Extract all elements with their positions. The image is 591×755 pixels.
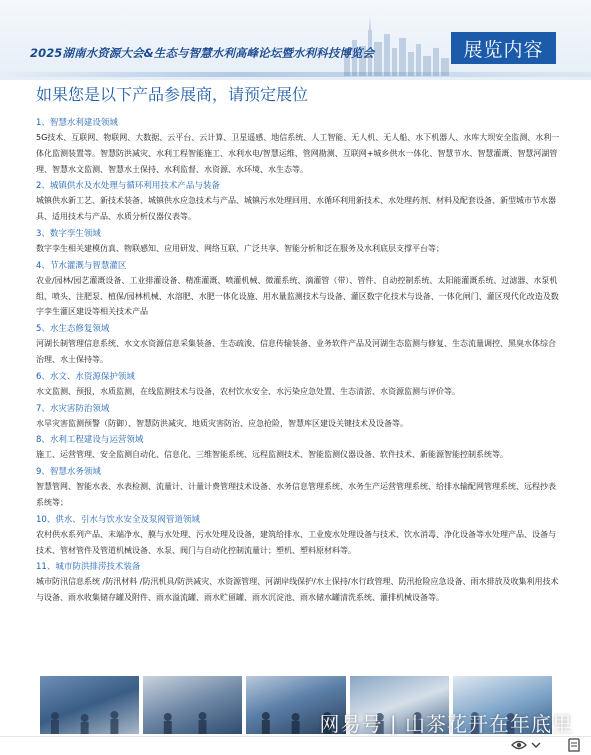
expo-title: 2025湖南水资源大会&生态与智慧水利高峰论坛暨水利科技博览会 — [30, 46, 375, 60]
section-list — [36, 116, 560, 606]
header-divider — [0, 72, 591, 77]
section-title: 3、数字孪生领域 — [36, 228, 101, 239]
section-body: 城市防汛信息系统 /防汛材料 /防汛机具/防洪减灾、水资源管理、河湖岸线保护/水土保持/水行政管理、防汛抢险应急设备、雨水排放及收集利用技术与设备、雨水收集储存罐及附件、雨水溢流罐、雨水贮留罐、雨水沉淀池、雨水储水罐清洗系统、灌排机械设备等。 — [36, 577, 559, 603]
section-body: 河湖长制管理信息系统、水文水资源信息采集装备、生态疏浚、信息传输装备、业务软件产品及河湖生态监测与修复、生态流量调控、黑臭水体综合治理、水土保持等。 — [36, 339, 556, 364]
section-body: 数字孪生相关建模仿真、物联感知、应用研发、网络互联、广泛共享、智能分析和泛在服务及水利底层支撑平台等； — [36, 243, 444, 253]
section-body: 智慧管网、智能水表、水表检测、流量计、计量计费管理技术设备、水务信息管理系统、水务生产运营管理系统、给排水输配网管理系统、远程抄表系统等； — [36, 482, 556, 507]
section-body: 农业/园林/园艺灌溉设备、工业排灌设备、精准灌溉、喷灌机械、微灌系统、滴灌管（带）、管件、自动控制系统、太阳能灌溉系统、过滤器、水泵机组、喷头、注肥泵、植保/园林机械、水溶肥、水肥一体化设施、用水量监测技术与设备、灌区数字化技术与设备、一体化闸门、灌区现代化改造及数字孪生灌区建设等相关技术产品 — [36, 275, 559, 317]
expo-photo — [40, 676, 139, 734]
bottom-toolbar — [0, 736, 591, 755]
section-body: 水文监测、预报，水质监测，在线监测技术与设备，农村饮水安全、水污染应急处置、生态清淤、水资源监测与评价等。 — [36, 386, 460, 396]
page-heading: 如果您是以下产品参展商，请预定展位 — [36, 85, 309, 104]
expo-photo — [143, 676, 242, 734]
exhibit-content — [36, 84, 560, 608]
eye-icon[interactable] — [511, 739, 527, 751]
section-title: 9、智慧水务领域 — [36, 467, 101, 478]
section-title: 1、智慧水利建设领域 — [36, 118, 118, 128]
section-body: 5G技术、互联网、物联网、大数据、云平台、云计算、卫星遥感、地信系统、人工智能、无人机、无人船、水下机器人、水库大坝安全监测、水利一体化监测装置等。智慧防洪减灾、水利工程智能施工、水利水电/智慧运维、管网勘测、互联网+城乡供水一体化、智慧节水、智慧灌溉、智慧河湖管理、智慧水文监测、智慧水土保持、水利监督、水资源、水环境、水生态等。 — [36, 133, 560, 174]
section-title: 7、水灾害防治领域 — [36, 403, 110, 414]
skyline-graphic — [340, 12, 450, 76]
header-banner — [0, 0, 591, 80]
section-title: 5、水生态修复领域 — [36, 324, 110, 335]
section-title: 11、城市防洪排涝技术装备 — [36, 562, 141, 573]
section-title: 10、供水、引水与饮水安全及泵阀管道领域 — [36, 514, 200, 525]
chevron-down-icon[interactable] — [531, 740, 541, 750]
watermark: 网易号 | 山茶花开在年底里 — [319, 712, 573, 736]
section-title: 2、城镇供水及水处理与循环利用技术产品与装备 — [36, 181, 220, 192]
section-body: 城镇供水新工艺、新技术装备、城镇供水应急技术与产品、城镇污水处理回用、水循环利用新技术、水处理药剂、材料及配套设备、新型城市节水器具、适用技术与产品、水质分析仪器仪表等。 — [36, 196, 556, 222]
section-title: 6、水文、水资源保护领域 — [36, 371, 135, 382]
section-title: 8、水利工程建设与运营领域 — [36, 435, 144, 446]
section-body: 水旱灾害监测预警（防御）、智慧防洪减灾、地质灾害防治、应急抢险，智慧库区建设关键技术及设备等。 — [36, 418, 408, 428]
section-body: 施工、运营管理、安全监测自动化、信息化、三维智能系统、远程监测技术、智能监测仪器设备、软件技术、新能源智能控制系统等。 — [36, 450, 508, 460]
section-body: 农村供水系列产品、末端净水、膜与水处理、污水处理及设备，建筑给排水、工业废水处理设备与技术、饮水消毒、净化设备等水处理产品、设备与技术、管材管件及管道机械设备、水泵、阀门与自动化控制流量计；塑机、塑料原材料等。 — [36, 529, 556, 555]
page-icon[interactable] — [568, 738, 580, 752]
section-title: 4、节水灌溉与智慧灌区 — [36, 260, 127, 271]
section-badge: 展览内容 — [451, 32, 556, 64]
